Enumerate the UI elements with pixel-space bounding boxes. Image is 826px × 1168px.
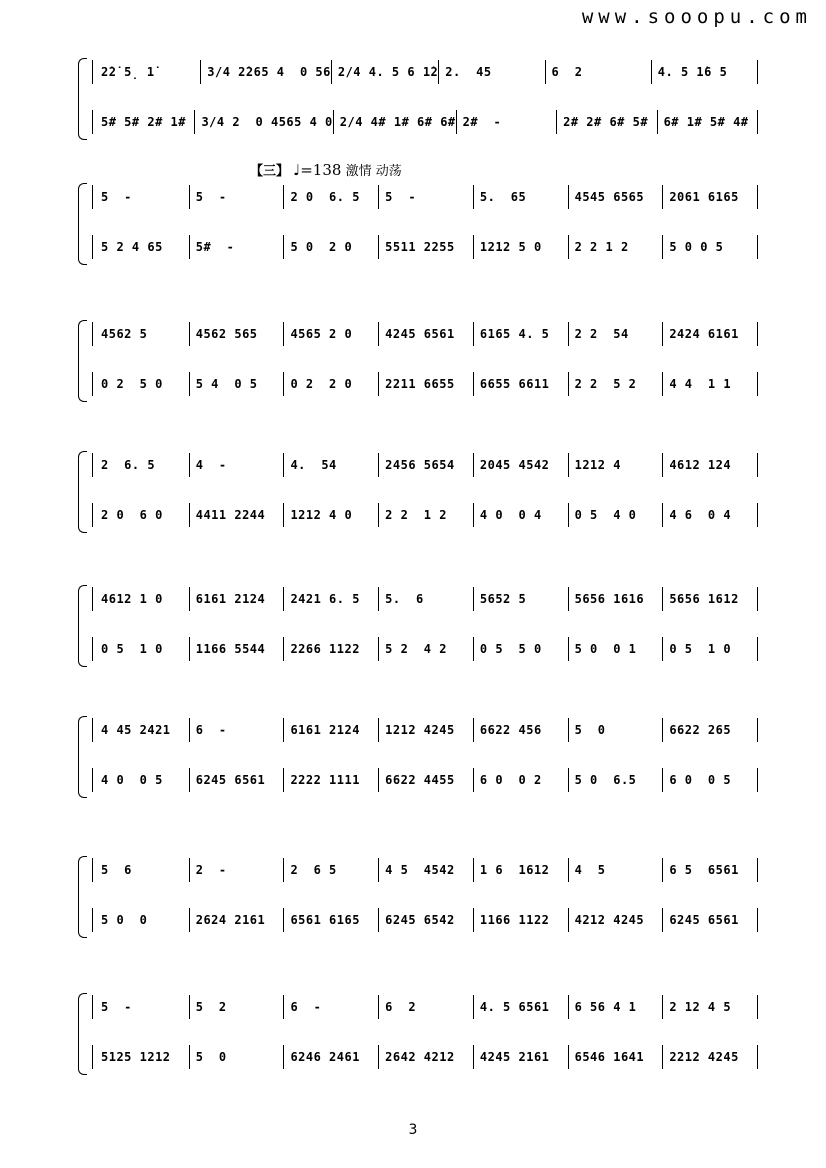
measure: 2̇2̇ 5̣ 1̇ [95, 60, 201, 84]
measure: 6 - [284, 995, 379, 1019]
measure: 4 - [190, 453, 285, 477]
upper-staff [92, 322, 758, 346]
measure: 0 2 5 0 [95, 372, 190, 396]
measure: 1212 5 0 [474, 235, 569, 259]
measure: 1212 4 [569, 453, 664, 477]
measure: 5 - [95, 185, 190, 209]
expression-mark: 激情 动荡 [345, 164, 402, 179]
measure: 2. 45 [439, 60, 545, 84]
system-brace [78, 993, 87, 1075]
measure: 0 5 1 0 [95, 637, 190, 661]
measure: 6 2 [546, 60, 652, 84]
measure: 4545 6565 [569, 185, 664, 209]
measure: 1212 4245 [379, 718, 474, 742]
start-barline [92, 235, 93, 259]
measure: 6 2 [379, 995, 474, 1019]
watermark: www.sooopu.com [581, 6, 812, 28]
measure: 0 5 5 0 [474, 637, 569, 661]
measure: 4245 2161 [474, 1045, 569, 1069]
upper-staff [92, 60, 758, 84]
measure: 3/4 2̇265 4 0 56 [201, 60, 332, 84]
measure: 5 6 [95, 858, 190, 882]
measure: 6655 6611 [474, 372, 569, 396]
start-barline [92, 995, 93, 1019]
start-barline [92, 110, 93, 134]
measure: 4612 124 [663, 453, 758, 477]
measure: 4212 4245 [569, 908, 664, 932]
measure: 6245 6542 [379, 908, 474, 932]
start-barline [92, 908, 93, 932]
measure: 2# - [457, 110, 557, 134]
start-barline [92, 858, 93, 882]
measure: 2 6. 5 [95, 453, 190, 477]
measure: 5 2 4 2 [379, 637, 474, 661]
measure: 1166 1122 [474, 908, 569, 932]
tempo-mark: ♩=138 [293, 161, 342, 179]
measure: 5 2 [190, 995, 285, 1019]
measure: 6 5 6561 [663, 858, 758, 882]
start-barline [92, 718, 93, 742]
measure: 2061 6165 [663, 185, 758, 209]
measure: 4. 5 6561 [474, 995, 569, 1019]
start-barline [92, 185, 93, 209]
measure: 5 - [379, 185, 474, 209]
measure: 2624 2161 [190, 908, 285, 932]
measure: 6245 6561 [190, 768, 285, 792]
measure: 6561 6165 [284, 908, 379, 932]
measure: 4411 2244 [190, 503, 285, 527]
measure: 2222 1111 [284, 768, 379, 792]
measure: 1166 5544 [190, 637, 285, 661]
measure: 5 4 0 5 [190, 372, 285, 396]
measure: 2 0 6 0 [95, 503, 190, 527]
section-marker [250, 160, 402, 179]
measure: 4 0 0 5 [95, 768, 190, 792]
measure: 2 2 54 [569, 322, 664, 346]
measure: 0 2 2 0 [284, 372, 379, 396]
measure: 2 2 5 2 [569, 372, 664, 396]
measure: 2211 6655 [379, 372, 474, 396]
measure: 5 - [95, 995, 190, 1019]
measure: 5 0 0 [95, 908, 190, 932]
measure: 4 5 [569, 858, 664, 882]
lower-staff [92, 372, 758, 396]
measure: 2212 4245 [663, 1045, 758, 1069]
measure: 4562 5 [95, 322, 190, 346]
measure: 4612 1 0 [95, 587, 190, 611]
measure: 0 5 1 0 [663, 637, 758, 661]
upper-staff [92, 587, 758, 611]
measure: 5 0 [190, 1045, 285, 1069]
upper-staff [92, 995, 758, 1019]
measure: 5# - [190, 235, 285, 259]
measure: 5 - [190, 185, 285, 209]
measure: 2 - [190, 858, 285, 882]
measure: 5# 5# 2# 1# [95, 110, 195, 134]
measure: 6 - [190, 718, 285, 742]
measure: 2421 6. 5 [284, 587, 379, 611]
measure: 5652 5 [474, 587, 569, 611]
measure: 6622 4455 [379, 768, 474, 792]
lower-staff [92, 1045, 758, 1069]
upper-staff [92, 718, 758, 742]
measure: 2/4 4# 1# 6# 6# [334, 110, 457, 134]
measure: 4. 54 [284, 453, 379, 477]
start-barline [92, 322, 93, 346]
measure: 2045 4542 [474, 453, 569, 477]
measure: 6245 6561 [663, 908, 758, 932]
measure: 6161 2124 [284, 718, 379, 742]
measure: 2642 4212 [379, 1045, 474, 1069]
measure: 0 5 4 0 [569, 503, 664, 527]
start-barline [92, 453, 93, 477]
upper-staff [92, 185, 758, 209]
measure: 5 0 6.5 [569, 768, 664, 792]
measure: 6161 2124 [190, 587, 285, 611]
start-barline [92, 587, 93, 611]
measure: 5511 2255 [379, 235, 474, 259]
measure: 2 2 1 2 [569, 235, 664, 259]
measure: 5656 1616 [569, 587, 664, 611]
upper-staff [92, 858, 758, 882]
system-brace [78, 58, 87, 140]
measure: 5. 65 [474, 185, 569, 209]
lower-staff [92, 235, 758, 259]
start-barline [92, 372, 93, 396]
measure: 2266 1122 [284, 637, 379, 661]
measure: 6622 265 [663, 718, 758, 742]
measure: 4. 5 1̇6 5 [652, 60, 758, 84]
start-barline [92, 637, 93, 661]
measure: 6622 456 [474, 718, 569, 742]
measure: 6246 2461 [284, 1045, 379, 1069]
measure: 5 0 [569, 718, 664, 742]
measure: 4 6 0 4 [663, 503, 758, 527]
measure: 2 2 1 2 [379, 503, 474, 527]
lower-staff [92, 768, 758, 792]
measure: 5 0 2 0 [284, 235, 379, 259]
measure: 4562 565 [190, 322, 285, 346]
start-barline [92, 60, 93, 84]
start-barline [92, 503, 93, 527]
lower-staff [92, 110, 758, 134]
measure: 5 0 0 1 [569, 637, 664, 661]
system-brace [78, 183, 87, 265]
measure: 4245 6561 [379, 322, 474, 346]
page-number: 3 [408, 1122, 418, 1138]
start-barline [92, 1045, 93, 1069]
measure: 1212 4 0 [284, 503, 379, 527]
measure: 5. 6 [379, 587, 474, 611]
measure: 6# 1# 5# 4# [658, 110, 758, 134]
measure: 6 0 0 5 [663, 768, 758, 792]
measure: 6 56 4 1 [569, 995, 664, 1019]
measure: 3/4 2 0 4565 4 0 [195, 110, 333, 134]
measure: 4 4 1 1 [663, 372, 758, 396]
measure: 2/4 4. 5 6 1̇2 [332, 60, 439, 84]
system-brace [78, 451, 87, 533]
upper-staff [92, 453, 758, 477]
start-barline [92, 768, 93, 792]
measure: 6165 4. 5 [474, 322, 569, 346]
measure: 5656 1612 [663, 587, 758, 611]
system-brace [78, 856, 87, 938]
measure: 5125 1212 [95, 1045, 190, 1069]
system-brace [78, 320, 87, 402]
lower-staff [92, 908, 758, 932]
measure: 5 2 4 65 [95, 235, 190, 259]
measure: 4565 2 0 [284, 322, 379, 346]
measure: 1 6 1612 [474, 858, 569, 882]
measure: 2 6 5 [284, 858, 379, 882]
measure: 2 12 4 5 [663, 995, 758, 1019]
system-brace [78, 585, 87, 667]
measure: 4 45 2421 [95, 718, 190, 742]
measure: 2456 5654 [379, 453, 474, 477]
lower-staff [92, 503, 758, 527]
lower-staff [92, 637, 758, 661]
measure: 6546 1641 [569, 1045, 664, 1069]
measure: 2# 2# 6# 5# [557, 110, 657, 134]
measure: 6 0 0 2 [474, 768, 569, 792]
section-number: 【三】 [250, 164, 290, 179]
measure: 4 0 0 4 [474, 503, 569, 527]
measure: 2424 6161 [663, 322, 758, 346]
measure: 4 5 4542 [379, 858, 474, 882]
system-brace [78, 716, 87, 798]
measure: 5 0 0 5 [663, 235, 758, 259]
measure: 2 0 6. 5 [284, 185, 379, 209]
